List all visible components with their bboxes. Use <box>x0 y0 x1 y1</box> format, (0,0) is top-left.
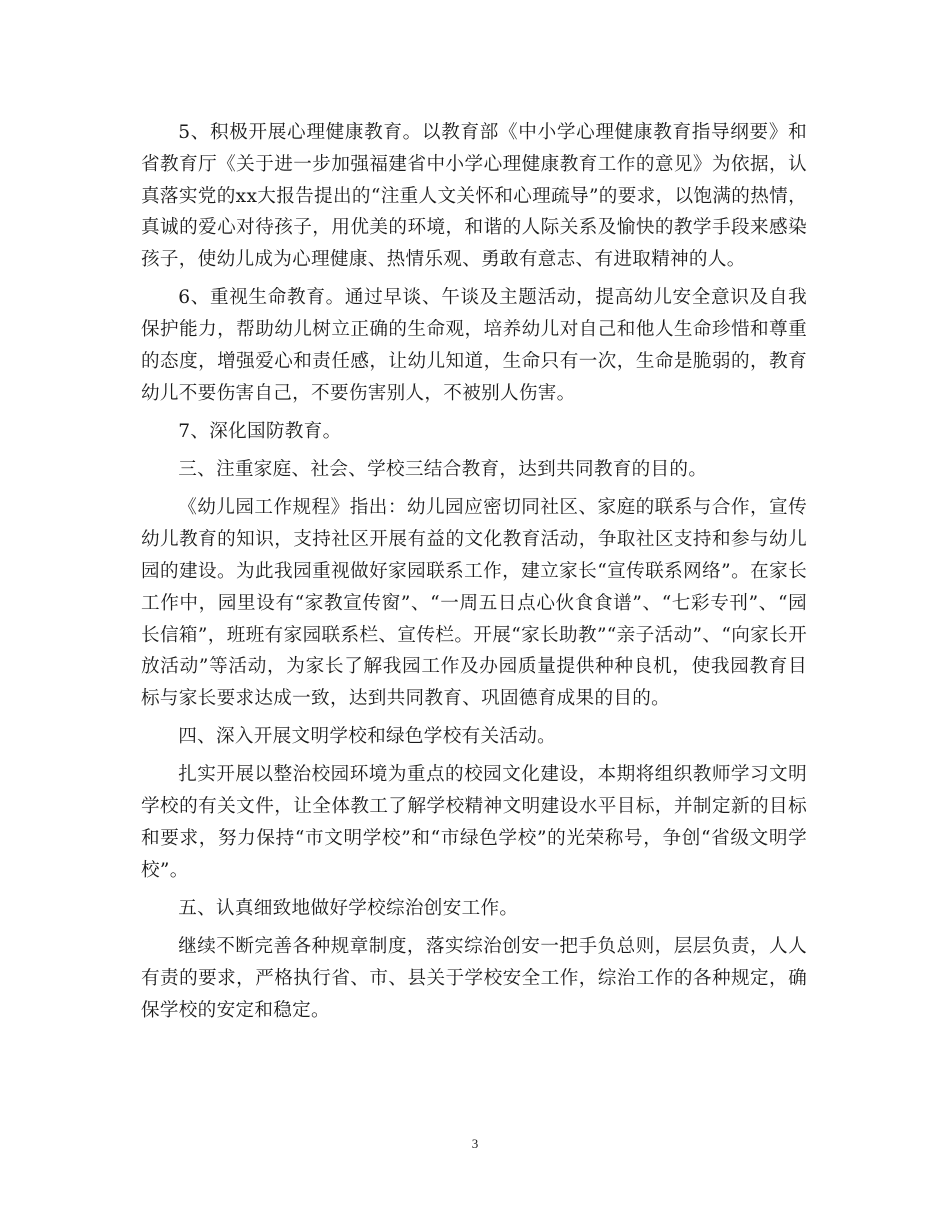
section-heading-three: 三、注重家庭、社会、学校三结合教育，达到共同教育的目的。 <box>178 459 708 481</box>
paragraph-national-defense: 7、深化国防教育。 <box>178 420 342 442</box>
section-heading-four: 四、深入开展文明学校和绿色学校有关活动。 <box>178 726 557 748</box>
paragraph-kindergarten-regulations: 《幼儿园工作规程》指出：幼儿园应密切同社区、家庭的联系与合作，宣传幼儿教育的知识，支持社区开展有益的文化教育活动，争取社区支持和参与幼儿园的建设。为此我园重视做好家园联系工作，建立家长“宣传联系网络”。在家长工作中，园里设有“家教宣传窗”、“一周五日点心伙食食谱”、“七彩专刊”、“园长信箱”，班班有家园联系栏、宣传栏。开展“家长助教”“亲子活动”、“向家长开放活动”等活动，为家长了解我园工作及办园质量提供种种良机，使我园教育目标与家长要求达成一致，达到共同教育、巩固德育成果的目的。 <box>141 497 807 710</box>
paragraph-life-education: 6、重视生命教育。通过早谈、午谈及主题活动，提高幼儿安全意识及自我保护能力，帮助幼儿树立正确的生命观，培养幼儿对自己和他人生命珍惜和尊重的态度，增强爱心和责任感，让幼儿知道，生命只有一次，生命是脆弱的，教育幼儿不要伤害自己，不要伤害别人，不被别人伤害。 <box>141 287 807 404</box>
paragraph-psychological-health: 5、积极开展心理健康教育。以教育部《中小学心理健康教育指导纲要》和省教育厅《关于进一步加强福建省中小学心理健康教育工作的意见》为依据，认真落实党的xx大报告提出的“注重人文关怀和心理疏导”的要求，以饱满的热情，真诚的爱心对待孩子，用优美的环境，和谐的人际关系及愉快的教学手段来感染孩子，使幼儿成为心理健康、热情乐观、勇敢有意志、有进取精神的人。 <box>141 122 807 271</box>
page-number: 3 <box>471 1136 479 1151</box>
document-body <box>141 117 807 1033</box>
paragraph-campus-culture: 扎实开展以整治校园环境为重点的校园文化建设，本期将组织教师学习文明学校的有关文件，让全体教工了解学校精神文明建设水平目标，并制定新的目标和要求，努力保持“市文明学校”和“市绿色学校”的光荣称号，争创“省级文明学校”。 <box>141 764 807 881</box>
paragraph-safety-rules: 继续不断完善各种规章制度，落实综治创安一把手负总则，层层负责，人人有责的要求，严格执行省、市、县关于学校安全工作，综治工作的各种规定，确保学校的安定和稳定。 <box>141 936 807 1021</box>
section-heading-five: 五、认真细致地做好学校综治创安工作。 <box>178 898 519 920</box>
